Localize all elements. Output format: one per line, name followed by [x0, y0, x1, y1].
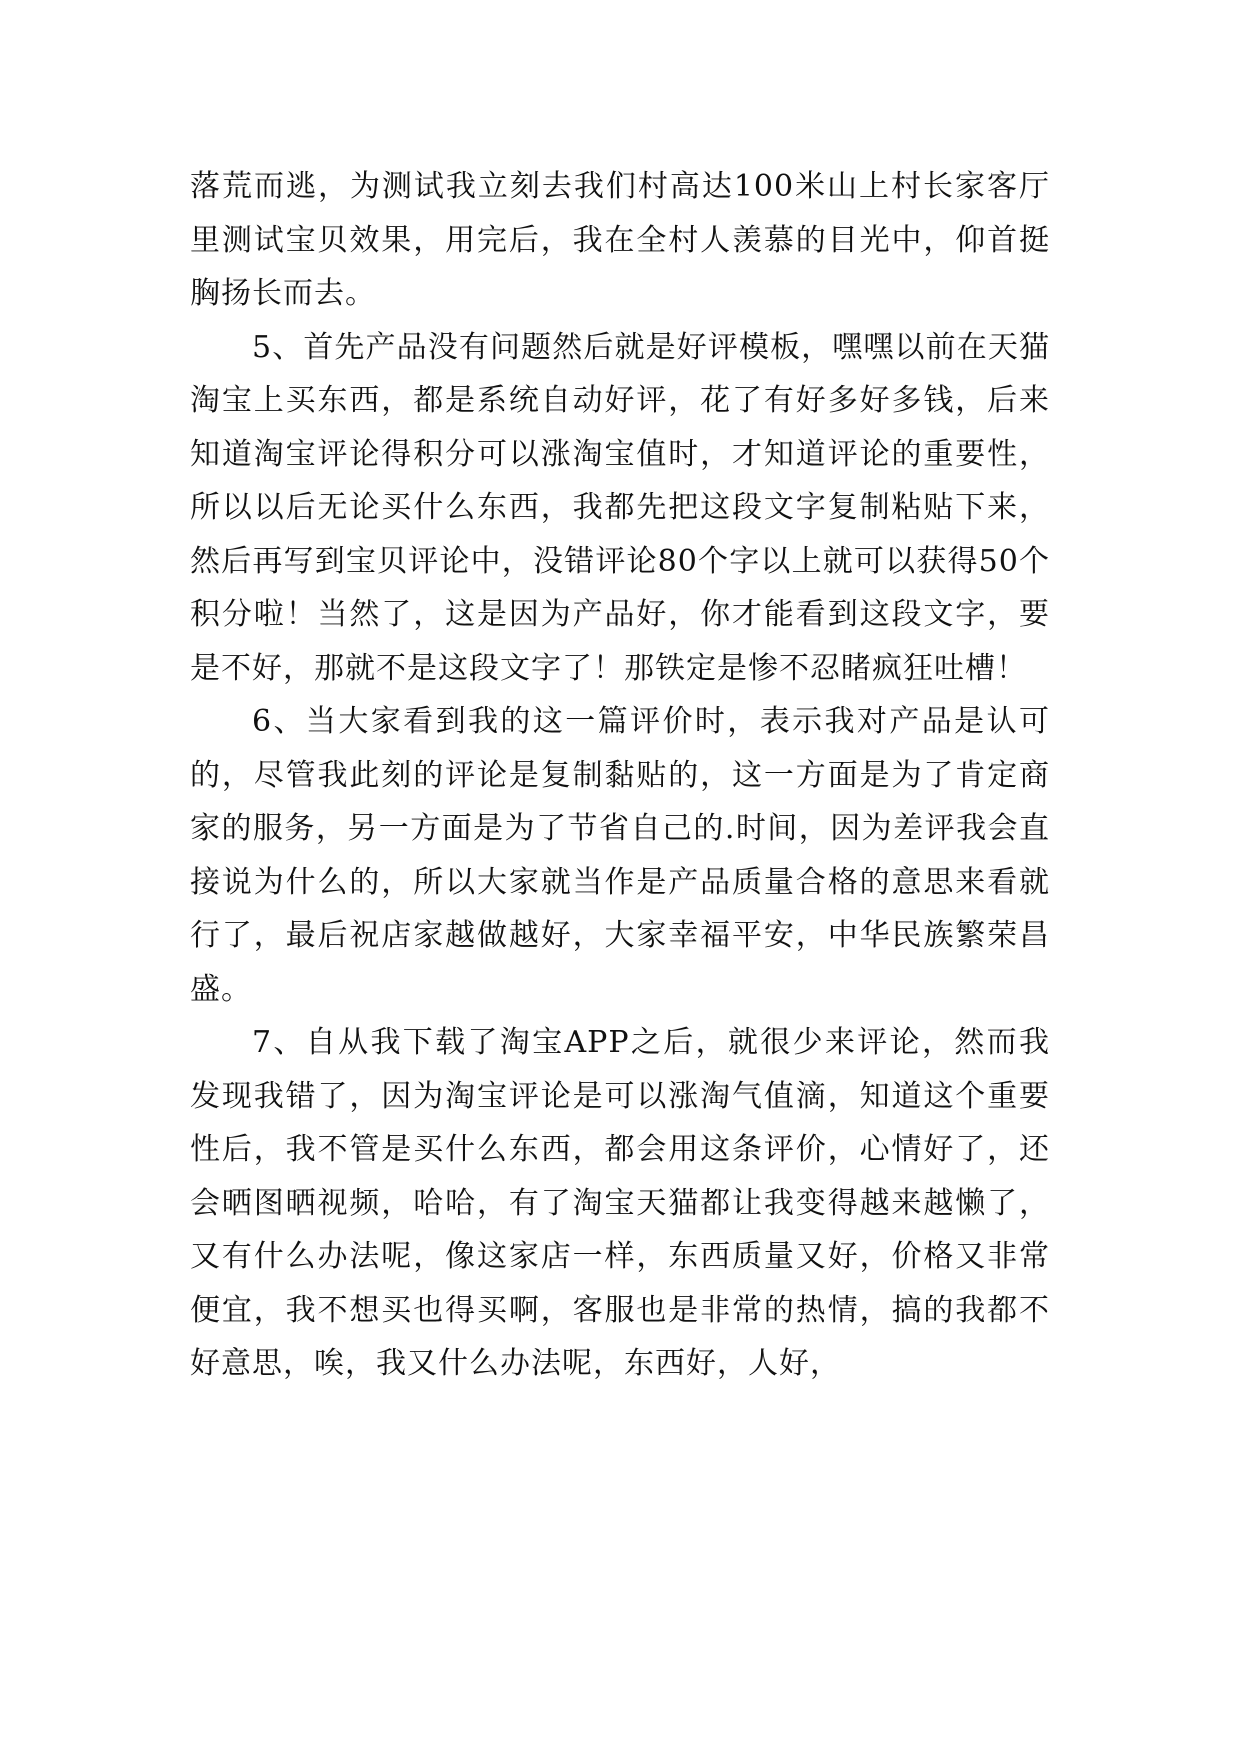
paragraph-6: 6、当大家看到我的这一篇评价时，表示我对产品是认可的，尽管我此刻的评论是复制黏贴的，这一方面是为了肯定商家的服务，另一方面是为了节省自己的.时间，因为差评我会直接说为什么的，所以大家就当作是产品质量合格的意思来看就行了，最后祝店家越做越好，大家幸福平安，中华民族繁荣昌盛。 [190, 704, 1050, 1007]
paragraph-7: 7、自从我下载了淘宝APP之后，就很少来评论，然而我发现我错了，因为淘宝评论是可以涨淘气值滴，知道这个重要性后，我不管是买什么东西，都会用这条评价，心情好了，还会晒图晒视频，哈哈，有了淘宝天猫都让我变得越来越懒了，又有什么办法呢，像这家店一样，东西质量又好，价格又非常便宜，我不想买也得买啊，客服也是非常的热情，搞的我都不好意思，唉，我又什么办法呢，东西好，人好， [190, 1025, 1050, 1381]
body-text [190, 160, 1050, 1391]
paragraph-5: 5、首先产品没有问题然后就是好评模板，嘿嘿以前在天猫淘宝上买东西，都是系统自动好评，花了有好多好多钱，后来知道淘宝评论得积分可以涨淘宝值时，才知道评论的重要性，所以以后无论买什么东西，我都先把这段文字复制粘贴下来，然后再写到宝贝评论中，没错评论80个字以上就可以获得50个积分啦！当然了，这是因为产品好，你才能看到这段文字，要是不好，那就不是这段文字了！那铁定是惨不忍睹疯狂吐槽！ [190, 329, 1050, 686]
paragraph-1: 落荒而逃，为测试我立刻去我们村高达100米山上村长家客厅里测试宝贝效果，用完后，我在全村人羡慕的目光中，仰首挺胸扬长而去。 [190, 169, 1050, 311]
